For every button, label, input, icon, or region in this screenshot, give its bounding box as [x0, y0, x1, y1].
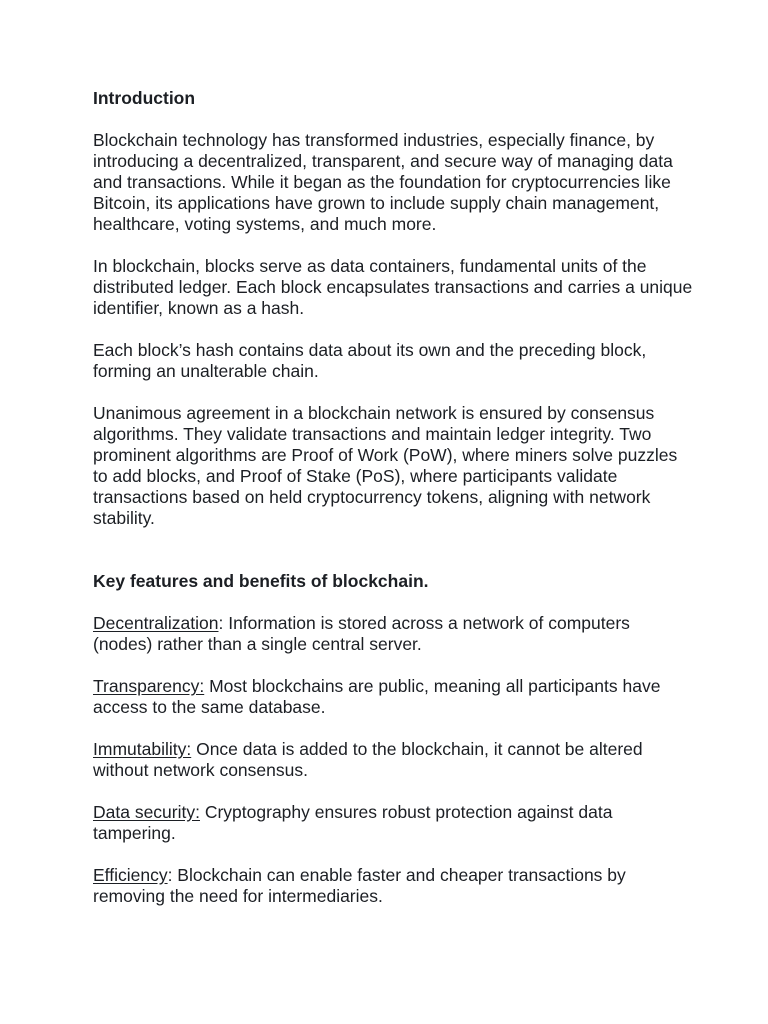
feature-item-data-security [93, 802, 693, 844]
feature-item-transparency [93, 676, 693, 718]
section-heading-introduction: Introduction [93, 88, 196, 108]
feature-term: Immutability: [93, 739, 192, 759]
spacer [93, 109, 693, 130]
feature-item-efficiency [93, 865, 693, 907]
feature-term: Efficiency [93, 865, 168, 885]
feature-item-immutability [93, 739, 693, 781]
feature-description: Cryptography ensures robust protection against data tampering. [93, 802, 613, 843]
section-heading-key-features: Key features and benefits of blockchain. [93, 571, 429, 591]
feature-term: Transparency: [93, 676, 205, 696]
spacer [93, 529, 693, 571]
feature-term: Data security: [93, 802, 200, 822]
intro-paragraph-1: Blockchain technology has transformed industries, especially finance, by introducing a decentralized, transparent, and secure way of managing data and transactions. While it began as the foundation for cryptocurrencies like Bitcoin, its applications have grown to include supply chain management, healthcare, voting systems, and much more. [93, 130, 673, 234]
intro-paragraph-4: Unanimous agreement in a blockchain network is ensured by consensus algorithms. They validate transactions and maintain ledger integrity. Two prominent algorithms are Proof of Work (PoW), where miners solve puzzles to add blocks, and Proof of Stake (PoS), where participants validate transactions based on held cryptocurrency tokens, aligning with network stability. [93, 403, 678, 528]
intro-paragraph-2: In blockchain, blocks serve as data containers, fundamental units of the distributed ledger. Each block encapsulates transactions and carries a unique identifier, known as a hash. [93, 256, 693, 318]
spacer [93, 781, 693, 802]
feature-description: : Blockchain can enable faster and cheaper transactions by removing the need for intermediaries. [93, 865, 626, 906]
spacer [93, 655, 693, 676]
feature-item-decentralization [93, 613, 693, 655]
feature-description: Most blockchains are public, meaning all participants have access to the same database. [93, 676, 661, 717]
spacer [93, 382, 693, 403]
spacer [93, 844, 693, 865]
spacer [93, 235, 693, 256]
spacer [93, 592, 693, 613]
spacer [93, 319, 693, 340]
feature-term: Decentralization [93, 613, 219, 633]
intro-paragraph-3: Each block’s hash contains data about its own and the preceding block, forming an unalterable chain. [93, 340, 647, 381]
document-body [93, 88, 693, 907]
feature-description: : Information is stored across a network of computers (nodes) rather than a single central server. [93, 613, 630, 654]
feature-description: Once data is added to the blockchain, it cannot be altered without network consensus. [93, 739, 643, 780]
spacer [93, 718, 693, 739]
